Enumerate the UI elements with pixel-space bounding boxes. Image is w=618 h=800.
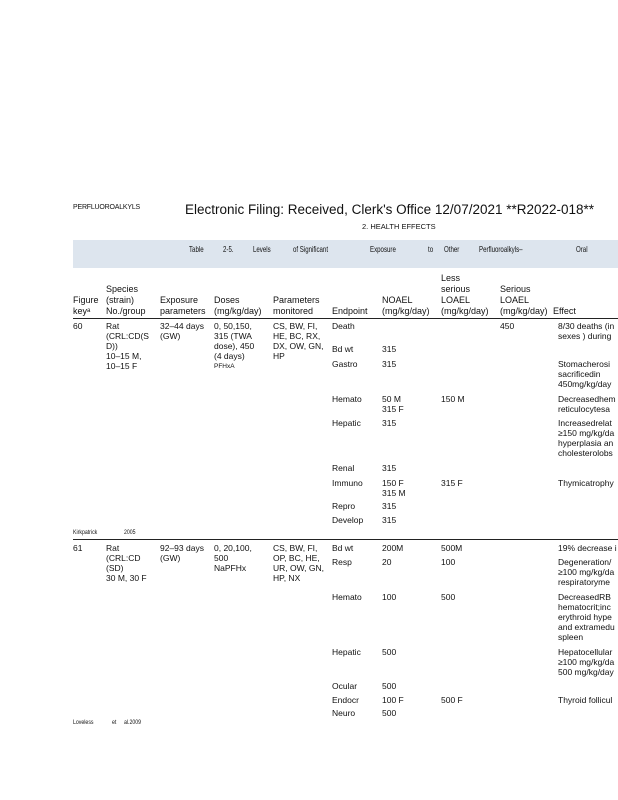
endpoint-cell: Hepatic [332,647,361,657]
endpoint-cell: Resp [332,557,352,567]
endpoint-cell: Hepatic [332,418,361,428]
col-endpoint: Endpoint [332,306,368,316]
noael-cell: 500 [382,647,397,657]
endpoint-cell: Gastro [332,359,358,369]
effect-cell: Stomacherosi sacrificedin 450mg/kg/day [558,359,612,389]
col-exposure: Exposure parameters [160,295,206,316]
running-header: PERFLUOROALKYLS [73,204,141,211]
col-figure-key: Figure keyᵃ [73,295,99,316]
noael-cell: 200M [382,543,404,553]
citation-year: 2005 [124,529,136,536]
title-word: Levels [253,244,271,254]
title-word: Oral [576,244,588,254]
col-species: Species (strain) No./group [106,284,146,316]
parameters-cell: CS, BW, FI, OP, BC, HE, UR, OW, GN, HP, NX [273,543,324,583]
noael-cell: 315 [382,501,397,511]
title-word: Table [189,244,204,254]
noael-cell: 500 [382,708,397,718]
endpoint-cell: Bd wt [332,344,354,354]
parameters-cell: CS, BW, FI, HE, BC, RX, DX, OW, GN, HP [273,321,324,361]
title-word: Perfluoroalkyls– [479,244,523,254]
section-heading: 2. HEALTH EFFECTS [362,222,436,231]
col-serious-loael: Serious LOAEL (mg/kg/day) [500,284,548,316]
citation-author: Loveless [73,719,94,726]
title-word: 2-5. [223,244,234,254]
title-word: Other [444,244,460,254]
table-title-band [73,240,618,268]
noael-cell: 500 [382,681,397,691]
doses-cell: 0, 50,150, 315 (TWA dose), 450 (4 days) [214,321,255,361]
noael-cell: 100 F [382,695,404,705]
col-parameters: Parameters monitored [273,295,320,316]
endpoint-cell: Ocular [332,681,358,691]
noael-cell: 150 F 315 M [382,478,406,498]
study-rule [73,539,618,540]
less-serious-loael-cell: 100 [441,557,456,567]
noael-cell: 315 [382,418,397,428]
endpoint-cell: Endocr [332,695,359,705]
endpoint-cell: Immuno [332,478,363,488]
effect-cell: Hepatocellular ≥100 mg/kg/da 500 mg/kg/day [558,647,615,677]
noael-cell: 20 [382,557,392,567]
doses-cell: 0, 20,100, 500 NaPFHx [214,543,252,573]
less-serious-loael-cell: 500 F [441,695,463,705]
effect-cell: Thyroid follicul [558,695,613,705]
noael-cell: 315 [382,463,397,473]
serious-loael-cell: 450 [500,321,515,331]
effect-cell: 8/30 deaths (in sexes ) during [558,321,615,341]
effect-cell: Degeneration/ ≥100 mg/kg/da respiratoryme [558,557,615,587]
col-less-serious-loael: Less serious LOAEL (mg/kg/day) [441,273,489,316]
noael-cell: 315 [382,359,397,369]
effect-cell: Increasedrelat ≥150 mg/kg/da hyperplasia an cholesterolobs [558,418,615,458]
figure-key: 61 [73,543,83,553]
effect-cell: Decreasedhem reticulocytesa [558,394,616,414]
endpoint-cell: Death [332,321,355,331]
header-rule [73,318,618,319]
endpoint-cell: Bd wt [332,543,354,553]
noael-cell: 100 [382,592,397,602]
effect-cell: 19% decrease i [558,543,617,553]
doses-note: PFHxA [214,363,235,370]
title-word: to [428,244,434,254]
effect-cell: Thymicatrophy [558,478,614,488]
figure-key: 60 [73,321,83,331]
noael-cell: 315 [382,344,397,354]
less-serious-loael-cell: 315 F [441,478,463,488]
endpoint-cell: Renal [332,463,355,473]
less-serious-loael-cell: 500M [441,543,463,553]
endpoint-cell: Repro [332,501,356,511]
species-cell: Rat (CRL:CD(S D)) 10–15 M, 10–15 F [106,321,149,371]
title-word: Exposure [370,244,396,254]
citation-author: Kirkpatrick [73,529,98,536]
endpoint-cell: Develop [332,515,364,525]
filing-stamp: Electronic Filing: Received, Clerk's Office 12/07/2021 **R2022-018** [185,202,595,217]
col-effect: Effect [553,306,576,316]
species-cell: Rat (CRL:CD (SD) 30 M, 30 F [106,543,147,583]
exposure-cell: 32–44 days (GW) [160,321,204,341]
endpoint-cell: Hemato [332,592,362,602]
exposure-cell: 92–93 days (GW) [160,543,204,563]
less-serious-loael-cell: 500 [441,592,456,602]
less-serious-loael-cell: 150 M [441,394,465,404]
noael-cell: 50 M 315 F [382,394,404,414]
citation-etal: et [112,719,117,726]
col-noael: NOAEL (mg/kg/day) [382,295,430,316]
citation-year: al.2009 [124,719,142,726]
endpoint-cell: Hemato [332,394,362,404]
effect-cell: DecreasedRB hematocrit;inc erythroid hype and extramedu spleen [558,592,615,642]
col-doses: Doses (mg/kg/day) [214,295,262,316]
endpoint-cell: Neuro [332,708,356,718]
noael-cell: 315 [382,515,397,525]
title-word: of Significant [293,244,329,254]
